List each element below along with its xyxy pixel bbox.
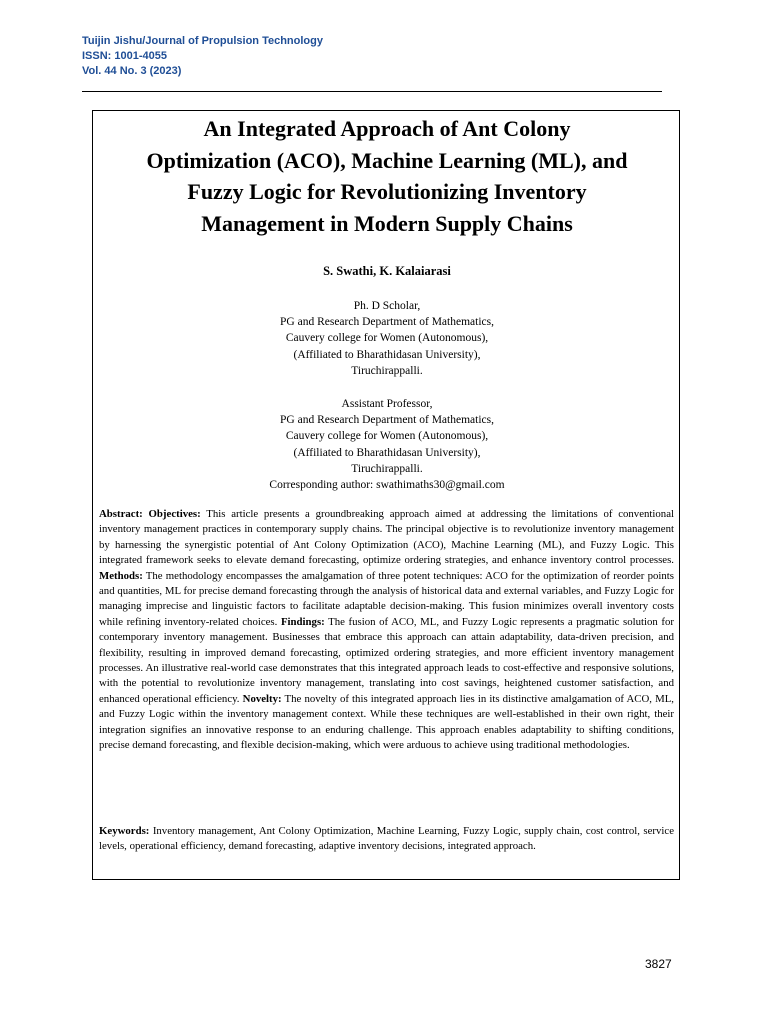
keywords-label: Keywords:	[99, 825, 150, 837]
affiliation-line: Tiruchirappalli.	[351, 364, 423, 377]
methods-text: The methodology encompasses the amalgamation of three potent techniques: ACO for the optimization of reorder points and quantities, ML for precise demand forecasting through the analysis of historical data and external variables, and Fuzzy Logic for managing imprecise and linguistic factors to facilitate adaptable decision-making. This fusion minimizes overall inventory costs while refining inventory-related choices.	[99, 569, 674, 628]
novelty-label: Novelty:	[242, 692, 282, 705]
methods-label: Methods:	[99, 569, 143, 582]
article-box	[92, 110, 680, 880]
affiliation-line: Assistant Professor,	[341, 398, 433, 410]
title-line: Fuzzy Logic for Revolutionizing Inventory	[187, 179, 587, 204]
title-line: An Integrated Approach of Ant Colony	[203, 116, 571, 141]
journal-header	[82, 34, 323, 79]
authors: S. Swathi, K. Kalaiarasi	[323, 264, 451, 278]
keywords	[99, 824, 674, 855]
objectives-label: Objectives:	[148, 508, 201, 520]
journal-volume: Vol. 44 No. 3 (2023)	[82, 65, 182, 77]
page-number: 3827	[645, 957, 672, 971]
affiliation-line: (Affiliated to Bharathidasan University),	[293, 348, 481, 361]
findings-label: Findings:	[280, 615, 325, 628]
objectives-text: This article presents a groundbreaking approach aimed at addressing the limitations of conventional inventory management practices in contemporary supply chains. The principal objective is to revolutionize inventory management by harnessing the synergistic potential of Ant Colony Optimization (ACO), Machine Learning (ML), and Fuzzy Logic. This integrated framework seeks to elevate demand forecasting, optimize ordering strategies, and enhance inventory control processes.	[99, 508, 674, 567]
title-line: Management in Modern Supply Chains	[201, 210, 573, 236]
affiliation-scholar	[93, 298, 681, 379]
affiliation-line: PG and Research Department of Mathematics,	[280, 316, 494, 329]
affiliation-line: (Affiliated to Bharathidasan University),	[293, 446, 481, 459]
affiliation-line: Tiruchirappalli.	[351, 462, 423, 475]
abstract	[99, 507, 674, 754]
article-title	[93, 113, 681, 239]
affiliation-line: PG and Research Department of Mathematics,	[280, 414, 494, 427]
header-rule	[82, 91, 662, 92]
affiliation-line: Cauvery college for Women (Autonomous),	[285, 332, 489, 345]
findings-text: The fusion of ACO, ML, and Fuzzy Logic represents a pragmatic solution for contemporary inventory management. Businesses that embrace this approach can attain adaptability, data-driven precision, and flexibility, resulting in improved demand forecasting, optimized ordering strategies, and more efficient inventory management processes. An illustrative real-world case demonstrates that this integrated approach leads to cost-effective and responsive solutions, with the potential to revolutionize inventory management, translating into cost savings, heightened customer satisfaction, and enhanced operational efficiency.	[99, 615, 674, 705]
journal-issn: ISSN: 1001-4055	[82, 50, 167, 62]
affiliation-line: Cauvery college for Women (Autonomous),	[285, 430, 489, 443]
affiliation-line: Ph. D Scholar,	[353, 300, 421, 312]
title-line: Optimization (ACO), Machine Learning (ML), and	[146, 147, 628, 173]
abstract-label: Abstract:	[99, 508, 143, 520]
corresponding-author: Corresponding author: swathimaths30@gmail.com	[269, 479, 505, 492]
journal-name: Tuijin Jishu/Journal of Propulsion Technology	[82, 35, 323, 47]
affiliation-professor	[93, 396, 681, 493]
keywords-text: Inventory management, Ant Colony Optimization, Machine Learning, Fuzzy Logic, supply chain, cost control, service levels, operational efficiency, demand forecasting, adaptive inventory decisions, integrated approach.	[99, 825, 674, 853]
novelty-text: The novelty of this integrated approach lies in its distinctive amalgamation of ACO, ML, and Fuzzy Logic within the inventory management context. While these techniques are well-established in their own right, their integration signifies an innovative response to an enduring challenge. This approach enables adaptability to shifting conditions, precise demand forecasting, and flexible decision-making, which were arduous to achieve using traditional methodologies.	[99, 692, 675, 752]
